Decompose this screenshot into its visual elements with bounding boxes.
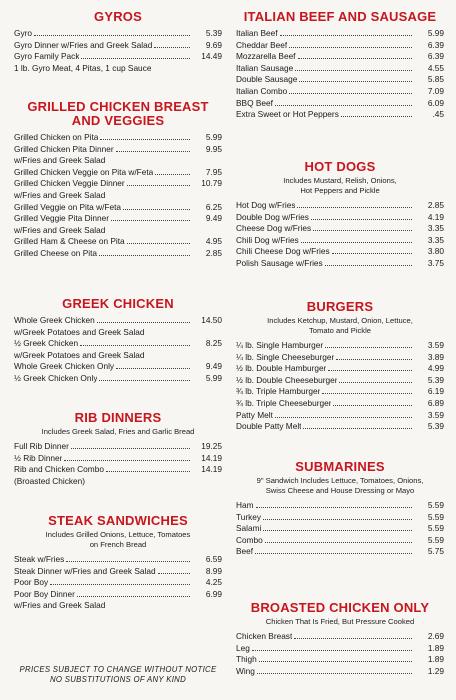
menu-item-price: 5.39 xyxy=(427,421,444,432)
menu-item-name: Beef xyxy=(236,546,254,557)
leader-dots xyxy=(289,93,412,94)
menu-item-name: Turkey xyxy=(236,511,262,522)
menu-item-price: 2.85 xyxy=(205,247,222,258)
menu-item-name: Double Patty Melt xyxy=(236,421,302,432)
menu-item xyxy=(14,63,222,75)
leader-dots xyxy=(100,139,190,140)
leader-dots xyxy=(154,47,190,48)
menu-item xyxy=(236,200,444,212)
menu-item-name: Gyro xyxy=(14,28,32,38)
menu-item-name: Grilled Veggie on Pita w/Feta xyxy=(14,201,121,212)
leader-dots xyxy=(127,243,190,244)
leader-dots xyxy=(297,207,412,208)
menu-item-name: ½ Rib Dinner xyxy=(14,452,63,463)
leader-dots xyxy=(263,530,412,531)
menu-section-grilled-chicken-breast-and-veggies xyxy=(14,100,222,260)
menu-item-name: Grilled Cheese on Pita xyxy=(14,247,98,258)
menu-item xyxy=(14,464,222,476)
menu-item-list xyxy=(14,315,222,385)
menu-item-name: BBQ Beef xyxy=(236,97,273,108)
menu-item xyxy=(14,373,222,385)
leader-dots xyxy=(336,359,412,360)
menu-item-price: 14.19 xyxy=(201,452,222,463)
menu-item-price: 2.85 xyxy=(427,200,444,210)
menu-item-detail: w/Fries and Greek Salad xyxy=(14,155,106,166)
menu-item-name: ¼ lb. Single Hamburger xyxy=(236,340,324,350)
menu-item-price: 5.99 xyxy=(427,28,444,38)
menu-item xyxy=(236,246,444,258)
menu-item-name: Whole Greek Chicken xyxy=(14,315,95,325)
menu-item xyxy=(236,109,444,121)
leader-dots xyxy=(322,393,412,394)
section-title: RIB DINNERS xyxy=(74,410,162,425)
leader-dots xyxy=(280,35,412,36)
leader-dots xyxy=(325,347,412,348)
menu-item-list xyxy=(14,28,222,74)
section-note: Includes Grilled Onions, Lettuce, Tomatoes on French Bread xyxy=(45,530,191,549)
leader-dots xyxy=(97,322,190,323)
menu-item-price: 5.75 xyxy=(427,546,444,557)
menu-item-price: 7.95 xyxy=(205,166,222,177)
menu-item-name: Cheese Dog w/Fries xyxy=(236,223,312,234)
menu-item-list xyxy=(236,28,444,121)
leader-dots xyxy=(99,380,190,381)
menu-item xyxy=(236,398,444,410)
leader-dots xyxy=(294,638,412,639)
leader-dots xyxy=(303,428,412,429)
menu-item xyxy=(14,361,222,373)
menu-item-price: 6.19 xyxy=(427,386,444,397)
section-note: 9" Sandwich Includes Lettuce, Tomatoes, Onions, Swiss Cheese and House Dressing or Mayo xyxy=(256,476,424,495)
menu-item-price: 10.79 xyxy=(201,178,222,189)
menu-item xyxy=(14,40,222,52)
leader-dots xyxy=(259,661,412,662)
menu-item-price: 4.95 xyxy=(205,236,222,247)
leader-dots xyxy=(99,255,190,256)
leader-dots xyxy=(295,70,412,71)
menu-item xyxy=(236,421,444,433)
menu-item-name: Grilled Chicken Veggie on Pita w/Feta xyxy=(14,166,154,177)
menu-item xyxy=(236,631,444,643)
menu-item xyxy=(236,512,444,524)
menu-item-detail: w/Fries and Greek Salad xyxy=(14,224,106,235)
menu-item-list xyxy=(14,554,222,612)
menu-item xyxy=(14,144,222,156)
menu-item xyxy=(14,315,222,327)
section-title: SUBMARINES xyxy=(295,459,385,474)
menu-item-name: Cheddar Beef xyxy=(236,39,288,50)
menu-item-name: Double Dog w/Fries xyxy=(236,211,309,222)
leader-dots xyxy=(341,116,412,117)
leader-dots xyxy=(116,151,190,152)
menu-item-name: Thigh xyxy=(236,654,257,665)
leader-dots xyxy=(50,584,190,585)
menu-item xyxy=(236,28,444,40)
leader-dots xyxy=(256,507,412,508)
menu-section-gyros xyxy=(14,10,222,74)
menu-item-name: ¼ lb. Single Cheeseburger xyxy=(236,351,335,362)
menu-item-price: 3.59 xyxy=(427,409,444,420)
menu-item-name: Rib and Chicken Combo xyxy=(14,464,104,475)
menu-item-name: ¾ lb. Triple Hamburger xyxy=(236,386,321,397)
leader-dots xyxy=(257,673,412,674)
menu-item-name: ½ Greek Chicken xyxy=(14,338,79,349)
leader-dots xyxy=(77,596,190,597)
menu-item-price: 8.25 xyxy=(205,338,222,349)
menu-footer-notice: PRICES SUBJECT TO CHANGE WITHOUT NOTICE NO SUBSTITUTIONS OF ANY KIND xyxy=(19,665,217,684)
menu-item-name: Double Sausage xyxy=(236,74,298,85)
section-note: Chicken That Is Fried, But Pressure Cooked xyxy=(265,617,415,626)
menu-item xyxy=(236,212,444,224)
menu-item-list xyxy=(14,132,222,260)
section-note: Includes Greek Salad, Fries and Garlic Bread xyxy=(41,427,195,436)
section-title: STEAK SANDWICHES xyxy=(48,513,188,528)
menu-section-italian-beef-and-sausage xyxy=(236,10,444,121)
menu-item-price: 9.49 xyxy=(205,213,222,224)
menu-item-name: Poor Boy xyxy=(14,577,49,588)
menu-item-list xyxy=(236,200,444,270)
menu-item-price: 3.35 xyxy=(427,223,444,234)
menu-item xyxy=(14,338,222,350)
menu-item xyxy=(14,178,222,190)
menu-item-name: Combo xyxy=(236,534,263,545)
menu-item-name: Grilled Chicken Veggie Dinner xyxy=(14,178,125,189)
menu-item-price: 4.25 xyxy=(205,577,222,588)
menu-item xyxy=(236,352,444,364)
menu-item-name: Wing xyxy=(236,665,255,676)
leader-dots xyxy=(298,58,413,59)
menu-item-price: 6.59 xyxy=(205,554,222,564)
menu-item xyxy=(236,363,444,375)
menu-item-price: 2.69 xyxy=(427,631,444,641)
leader-dots xyxy=(116,368,190,369)
menu-item-name: 1 lb. Gyro Meat, 4 Pitas, 1 cup Sauce xyxy=(14,62,152,73)
menu-item-price: 5.59 xyxy=(427,500,444,510)
menu-item-name: ½ lb. Double Cheeseburger xyxy=(236,374,338,385)
menu-item-list xyxy=(236,340,444,433)
menu-item-name: Salami xyxy=(236,523,262,534)
menu-item xyxy=(236,235,444,247)
menu-item xyxy=(236,410,444,422)
menu-item-price: 9.69 xyxy=(205,39,222,50)
menu-item-detail: w/Fries and Greek Salad xyxy=(14,189,106,200)
leader-dots xyxy=(301,242,412,243)
leader-dots xyxy=(106,471,190,472)
leader-dots xyxy=(275,417,412,418)
menu-item xyxy=(236,340,444,352)
leader-dots xyxy=(111,220,190,221)
menu-item-price: 19.25 xyxy=(201,441,222,451)
menu-item xyxy=(236,666,444,678)
leader-dots xyxy=(255,553,412,554)
menu-item xyxy=(14,566,222,578)
menu-item-name: Chicken Breast xyxy=(236,631,293,641)
menu-item-price: 14.19 xyxy=(201,464,222,475)
menu-item-price: 3.75 xyxy=(427,257,444,268)
leader-dots xyxy=(311,219,412,220)
menu-item xyxy=(14,441,222,453)
menu-item-name: Full Rib Dinner xyxy=(14,441,69,451)
menu-item-price: 4.99 xyxy=(427,363,444,374)
menu-item xyxy=(236,523,444,535)
menu-item-detail: w/Greek Potatoes and Greek Salad xyxy=(14,349,145,360)
menu-item-price: 6.25 xyxy=(205,201,222,212)
menu-item xyxy=(236,386,444,398)
menu-item-price: 7.09 xyxy=(427,85,444,96)
menu-item xyxy=(236,258,444,270)
menu-item xyxy=(236,86,444,98)
menu-section-submarines xyxy=(236,460,444,558)
menu-item xyxy=(236,643,444,655)
menu-item-price: 3.59 xyxy=(427,340,444,350)
menu-item-price: 1.89 xyxy=(427,654,444,665)
menu-item-name: Extra Sweet or Hot Peppers xyxy=(236,109,339,120)
menu-item-price: 3.89 xyxy=(427,351,444,362)
menu-item-name: Italian Combo xyxy=(236,85,288,96)
section-title: BURGERS xyxy=(306,299,374,314)
leader-dots xyxy=(64,460,190,461)
menu-item-name: Italian Sausage xyxy=(236,62,294,73)
section-title: ITALIAN BEEF AND SAUSAGE xyxy=(243,9,437,24)
menu-item-price: 4.55 xyxy=(427,62,444,73)
section-note: Includes Ketchup, Mustard, Onion, Lettuce, Tomato and Pickle xyxy=(267,316,413,335)
menu-item-price: 6.99 xyxy=(205,588,222,599)
menu-item-name: Grilled Chicken Pita Dinner xyxy=(14,143,114,154)
menu-item-price: 9.49 xyxy=(205,361,222,372)
menu-item-price: 5.99 xyxy=(205,132,222,142)
menu-item xyxy=(236,375,444,387)
menu-item-price: 5.59 xyxy=(427,523,444,534)
menu-item-price: 3.80 xyxy=(427,246,444,257)
leader-dots xyxy=(66,561,190,562)
menu-item-price: 5.39 xyxy=(205,28,222,38)
menu-item-name: Poor Boy Dinner xyxy=(14,588,75,599)
menu-section-broasted-chicken-only xyxy=(236,601,444,677)
menu-item-price: 8.99 xyxy=(205,565,222,576)
leader-dots xyxy=(263,519,412,520)
leader-dots xyxy=(158,573,190,574)
section-title: HOT DOGS xyxy=(304,159,376,174)
menu-item xyxy=(14,51,222,63)
menu-item xyxy=(14,167,222,179)
menu-item-detail: w/Fries and Greek Salad xyxy=(14,600,106,611)
leader-dots xyxy=(155,174,190,175)
leader-dots xyxy=(123,209,190,210)
menu-item-price: 1.29 xyxy=(427,665,444,676)
menu-item-price: 14.49 xyxy=(201,51,222,62)
menu-item-price: 3.35 xyxy=(427,234,444,245)
menu-item xyxy=(236,74,444,86)
menu-item-price: 5.39 xyxy=(427,374,444,385)
menu-item-price: 5.59 xyxy=(427,534,444,545)
menu-item-name: ¾ lb. Triple Cheeseburger xyxy=(236,397,332,408)
leader-dots xyxy=(34,35,190,36)
menu-item xyxy=(236,500,444,512)
menu-item-name: Patty Melt xyxy=(236,409,273,420)
menu-item-name: Mozzarella Beef xyxy=(236,51,296,62)
leader-dots xyxy=(332,253,412,254)
section-title: BROASTED CHICKEN ONLY xyxy=(250,600,430,615)
menu-item-list xyxy=(236,500,444,558)
menu-section-steak-sandwiches xyxy=(14,514,222,612)
menu-item-name: Hot Dog w/Fries xyxy=(236,200,296,210)
leader-dots xyxy=(252,650,412,651)
menu-item-price: 6.09 xyxy=(427,97,444,108)
menu-item xyxy=(236,223,444,235)
menu-item-price: 6.89 xyxy=(427,397,444,408)
leader-dots xyxy=(328,370,412,371)
leader-dots xyxy=(71,448,190,449)
menu-section-burgers xyxy=(236,300,444,433)
menu-item xyxy=(14,213,222,225)
leader-dots xyxy=(299,81,412,82)
menu-item-name: Gyro Dinner w/Fries and Greek Salad xyxy=(14,39,153,50)
menu-item-name: Polish Sausage w/Fries xyxy=(236,257,323,268)
menu-item xyxy=(236,98,444,110)
menu-section-greek-chicken xyxy=(14,297,222,385)
menu-item xyxy=(236,546,444,558)
menu-item-detail: w/Greek Potatoes and Greek Salad xyxy=(14,326,145,337)
section-title: GRILLED CHICKEN BREAST AND VEGGIES xyxy=(27,99,209,128)
leader-dots xyxy=(289,47,412,48)
menu-item-price: 1.89 xyxy=(427,642,444,653)
section-title: GREEK CHICKEN xyxy=(62,296,174,311)
menu-item-price: .45 xyxy=(432,109,444,120)
menu-item xyxy=(14,589,222,601)
menu-item-price: 4.19 xyxy=(427,211,444,222)
menu-item-price: 5.85 xyxy=(427,74,444,85)
menu-item-name: Grilled Ham & Cheese on Pita xyxy=(14,236,125,247)
menu-item-price: 5.99 xyxy=(205,372,222,383)
menu-item-name: Ham xyxy=(236,500,254,510)
menu-item xyxy=(14,236,222,248)
menu-item-detail: (Broasted Chicken) xyxy=(14,475,86,486)
section-note: Includes Mustard, Relish, Onions, Hot Peppers and Pickle xyxy=(283,176,397,195)
leader-dots xyxy=(333,405,412,406)
menu-item-name: ½ Greek Chicken Only xyxy=(14,372,98,383)
menu-item xyxy=(236,63,444,75)
menu-item-name: Grilled Veggie Pita Dinner xyxy=(14,213,110,224)
menu-item-price: 6.39 xyxy=(427,39,444,50)
menu-item xyxy=(14,28,222,40)
menu-item-list xyxy=(14,441,222,487)
menu-item xyxy=(236,535,444,547)
section-title: GYROS xyxy=(94,9,142,24)
leader-dots xyxy=(265,542,412,543)
leader-dots xyxy=(339,382,412,383)
menu-item xyxy=(14,202,222,214)
menu-item xyxy=(14,132,222,144)
menu-section-hot-dogs xyxy=(236,160,444,270)
leader-dots xyxy=(81,58,190,59)
menu-item-name: Steak Dinner w/Fries and Greek Salad xyxy=(14,565,156,576)
menu-item-price: 14.50 xyxy=(201,315,222,325)
menu-item xyxy=(236,51,444,63)
menu-item-name: Chili Dog w/Fries xyxy=(236,234,299,245)
leader-dots xyxy=(275,105,412,106)
menu-item-name: Whole Greek Chicken Only xyxy=(14,361,115,372)
menu-item-name: Chili Cheese Dog w/Fries xyxy=(236,246,330,257)
menu-item-name: Grilled Chicken on Pita xyxy=(14,132,99,142)
menu-item-name: Leg xyxy=(236,642,250,653)
menu-item-price: 6.39 xyxy=(427,51,444,62)
menu-item xyxy=(14,554,222,566)
menu-section-rib-dinners xyxy=(14,411,222,487)
menu-item-list xyxy=(236,631,444,677)
menu-item-price: 5.59 xyxy=(427,511,444,522)
menu-item-price: 9.95 xyxy=(205,143,222,154)
menu-item xyxy=(236,654,444,666)
menu-item-name: Italian Beef xyxy=(236,28,278,38)
menu-item-name: ½ lb. Double Hamburger xyxy=(236,363,327,374)
menu-item xyxy=(14,453,222,465)
leader-dots xyxy=(313,230,412,231)
leader-dots xyxy=(325,265,412,266)
leader-dots xyxy=(127,185,190,186)
leader-dots xyxy=(80,345,190,346)
menu-item xyxy=(236,40,444,52)
menu-item-name: Steak w/Fries xyxy=(14,554,65,564)
menu-item xyxy=(14,248,222,260)
menu-item xyxy=(14,577,222,589)
menu-item-name: Gyro Family Pack xyxy=(14,51,80,62)
